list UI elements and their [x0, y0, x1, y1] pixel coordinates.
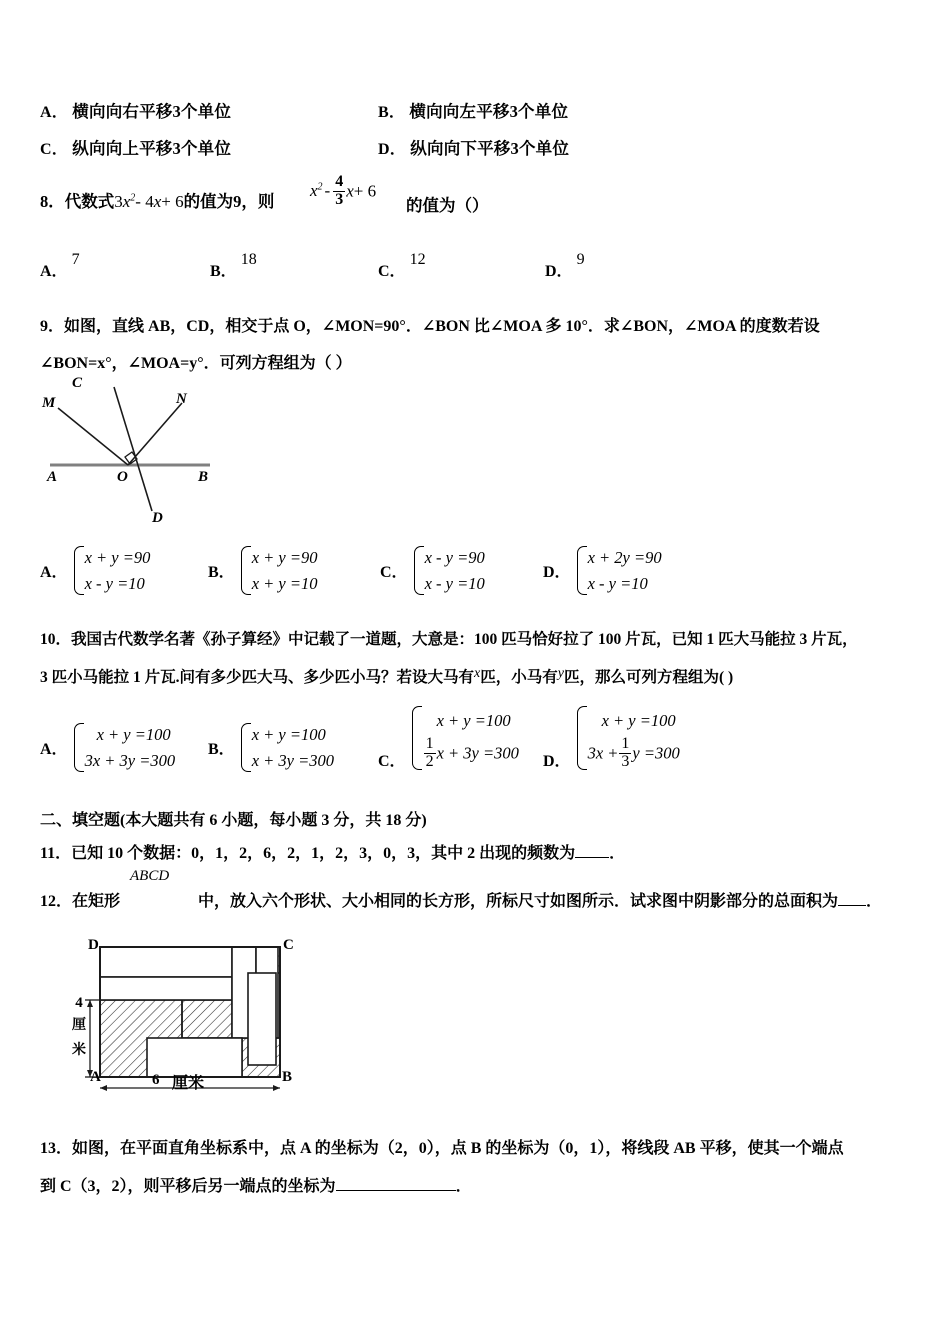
- q10-line2: [40, 665, 733, 687]
- q7-option-b-letter: B．: [378, 104, 406, 121]
- q9-label-C: C: [72, 375, 83, 391]
- q12-text-pre: 在矩形: [72, 893, 121, 910]
- q8-option-c: [378, 251, 426, 281]
- q9-option-a: [40, 545, 150, 596]
- q8-option-c-value: 12: [409, 251, 426, 269]
- q12-answer-blank[interactable]: [838, 905, 866, 906]
- q7-option-a-text: 横向向右平移3个单位: [72, 102, 232, 121]
- q10-option-a-letter: A．: [40, 741, 68, 759]
- q9-option-d: [543, 545, 662, 596]
- q12-label-A: A: [90, 1069, 101, 1085]
- q10-var-x: x: [474, 666, 481, 681]
- q12-stem: [40, 888, 882, 911]
- section2-heading: 二、填空题(本大题共有 6 小题，每小题 3 分，共 18 分): [40, 812, 427, 829]
- q8-stem-tail: 的值为（）: [406, 196, 489, 215]
- q11-answer-blank[interactable]: [575, 857, 609, 858]
- q9-option-b: [208, 545, 317, 596]
- q8-option-a-letter: A．: [40, 263, 68, 280]
- q12-rect-label: ABCD: [130, 868, 170, 884]
- q12-height-value: 4: [75, 995, 83, 1011]
- q10-option-d-letter: D．: [543, 753, 571, 771]
- q13-answer-blank[interactable]: [336, 1190, 456, 1191]
- q10-option-b-letter: B．: [208, 741, 235, 759]
- q10-option-a: [40, 722, 175, 773]
- q8-option-a-value: 7: [71, 251, 80, 269]
- q12-period: ．: [866, 893, 883, 910]
- q8-option-b-value: 18: [240, 251, 257, 269]
- q10-line2-a: 3 匹小马能拉 1 片瓦.问有多少匹大马、多少匹小马？若设大马有: [40, 669, 475, 686]
- q10-var-y: y: [557, 666, 564, 681]
- q8-option-b: [210, 251, 257, 281]
- q12-height-unit-2: 米: [72, 1043, 86, 1058]
- q8-option-d-letter: D．: [545, 263, 573, 280]
- q10-option-b-system: x + y =100 x + 3y =300: [239, 722, 334, 773]
- q13-line1: [40, 1135, 844, 1158]
- q10-option-b: [208, 722, 334, 773]
- q9-label-D: D: [152, 510, 163, 526]
- q13-period: ．: [455, 1178, 472, 1195]
- q13-line2: [40, 1173, 472, 1196]
- q9-option-b-letter: B．: [208, 564, 235, 582]
- q7-option-d-letter: D．: [378, 141, 406, 158]
- q13-line1-text: 如图，在平面直角坐标系中，点 A 的坐标为（2，0），点 B 的坐标为（0，1），将线段 AB 平移，使其一个端点: [72, 1140, 844, 1157]
- q7-option-a-letter: A．: [40, 104, 68, 121]
- q10-line1-text: 我国古代数学名著《孙子算经》中记载了一道题，大意是：100 匹马恰好拉了 100 片瓦，已知 1 匹大马能拉 3 片瓦，: [71, 631, 858, 648]
- q8-fraction: $\frac{4}{3}$: [335, 173, 344, 208]
- q7-option-a: [40, 98, 231, 122]
- q10-line2-b: 匹，小马有: [480, 669, 558, 686]
- q9-line1-text: 如图，直线 AB，CD，相交于点 O，∠MON=90°．∠BON 比∠MOA 多 10°．求∠BON，∠MOA 的度数若设: [64, 318, 820, 335]
- q8-stem-part2: 的值为: [183, 192, 234, 211]
- q9-option-a-letter: A．: [40, 564, 68, 582]
- q7-option-b: [378, 98, 568, 122]
- q10-line2-c: 匹，那么可列方程组为( ): [563, 669, 734, 686]
- q8-number: 8．: [40, 192, 65, 211]
- q9-option-c-system: x - y =90 x - y =10: [412, 545, 485, 596]
- q12-label-D: D: [88, 937, 99, 953]
- q7-option-b-text: 横向向左平移3个单位: [409, 102, 569, 121]
- q8-option-c-letter: C．: [378, 263, 406, 280]
- q10-option-d-fraction: $\frac{1}{3}$: [621, 735, 630, 770]
- q12-text-mid: 中，放入六个形状、大小相同的长方形，所标尺寸如图所示．试求图中阴影部分的总面积为: [198, 893, 839, 910]
- q8-stem-part1: 代数式: [64, 192, 115, 211]
- q8-option-d: [545, 251, 585, 281]
- q8-stem: [40, 188, 274, 212]
- q7-option-c: [40, 135, 231, 159]
- q12-number: 12．: [40, 893, 73, 910]
- q9-option-a-system: x + y =90 x - y =10: [72, 545, 151, 596]
- q12-label-B: B: [282, 1069, 293, 1085]
- q7-option-d: [378, 135, 569, 159]
- q11-text: 已知 10 个数据：0，1，2，6，2，1，2，3，0，3，其中 2 出现的频数为: [71, 845, 576, 862]
- q12-width-value: 6: [152, 1072, 160, 1088]
- q9-label-N: N: [176, 391, 187, 407]
- q8-stem-part3: ，则: [241, 192, 275, 211]
- q7-option-d-text: 纵向向下平移3个单位: [410, 139, 570, 158]
- q8-stem-value: 9: [233, 192, 242, 211]
- q10-option-c-letter: C．: [378, 753, 406, 771]
- q9-label-B: B: [198, 469, 209, 485]
- q9-label-O: O: [117, 469, 128, 485]
- q10-option-c-fraction: $\frac{1}{2}$: [425, 735, 434, 770]
- q12-label-C: C: [283, 937, 294, 953]
- q11-number: 11．: [40, 845, 72, 862]
- q12-width-unit: 厘米: [172, 1075, 205, 1092]
- q10-option-c-system: x + y =100 $\frac{1}{2}$ x + 3y =300: [410, 705, 519, 771]
- q10-line1: [40, 627, 858, 649]
- q7-option-c-letter: C．: [40, 141, 68, 158]
- q8-option-a: [40, 251, 80, 281]
- q10-option-d: [543, 705, 680, 771]
- q11: [40, 840, 625, 863]
- q9-option-b-system: x + y =90 x + y =10: [239, 545, 318, 596]
- q10-option-d-system: x + y =100 3x + $\frac{1}{3}$ y =300: [575, 705, 680, 771]
- q10-option-c: [378, 705, 519, 771]
- q7-option-c-text: 纵向向上平移3个单位: [72, 139, 232, 158]
- q9-line2: ∠BON=x°，∠MOA=y°．可列方程组为（ ）: [40, 355, 352, 372]
- q8-option-d-value: 9: [576, 251, 585, 269]
- q10-option-a-system: x + y =100 3x + 3y =300: [72, 722, 176, 773]
- q8-expr1: $3x^2-$ 4x+ 6: [114, 192, 184, 211]
- q13-number: 13．: [40, 1140, 73, 1157]
- q9-line1: [40, 313, 820, 336]
- q11-period: ．: [609, 845, 626, 862]
- q9-label-M: M: [42, 395, 56, 411]
- q9-label-A: A: [47, 469, 58, 485]
- q9-option-d-system: x + 2y =90 x - y =10: [575, 545, 662, 596]
- q8-option-b-letter: B．: [210, 263, 237, 280]
- q10-number: 10．: [40, 631, 72, 648]
- q8-expr2: $x^2$ - $\frac{4}{3}$ x+ 6: [310, 173, 377, 208]
- q13-line2-text: 到 C（3，2），则平移后另一端点的坐标为: [40, 1178, 336, 1195]
- q12-height-unit-1: 厘: [72, 1018, 86, 1033]
- q9-option-c-letter: C．: [380, 564, 408, 582]
- q9-number: 9．: [40, 318, 65, 335]
- q9-option-c: [380, 545, 485, 596]
- q9-option-d-letter: D．: [543, 564, 571, 582]
